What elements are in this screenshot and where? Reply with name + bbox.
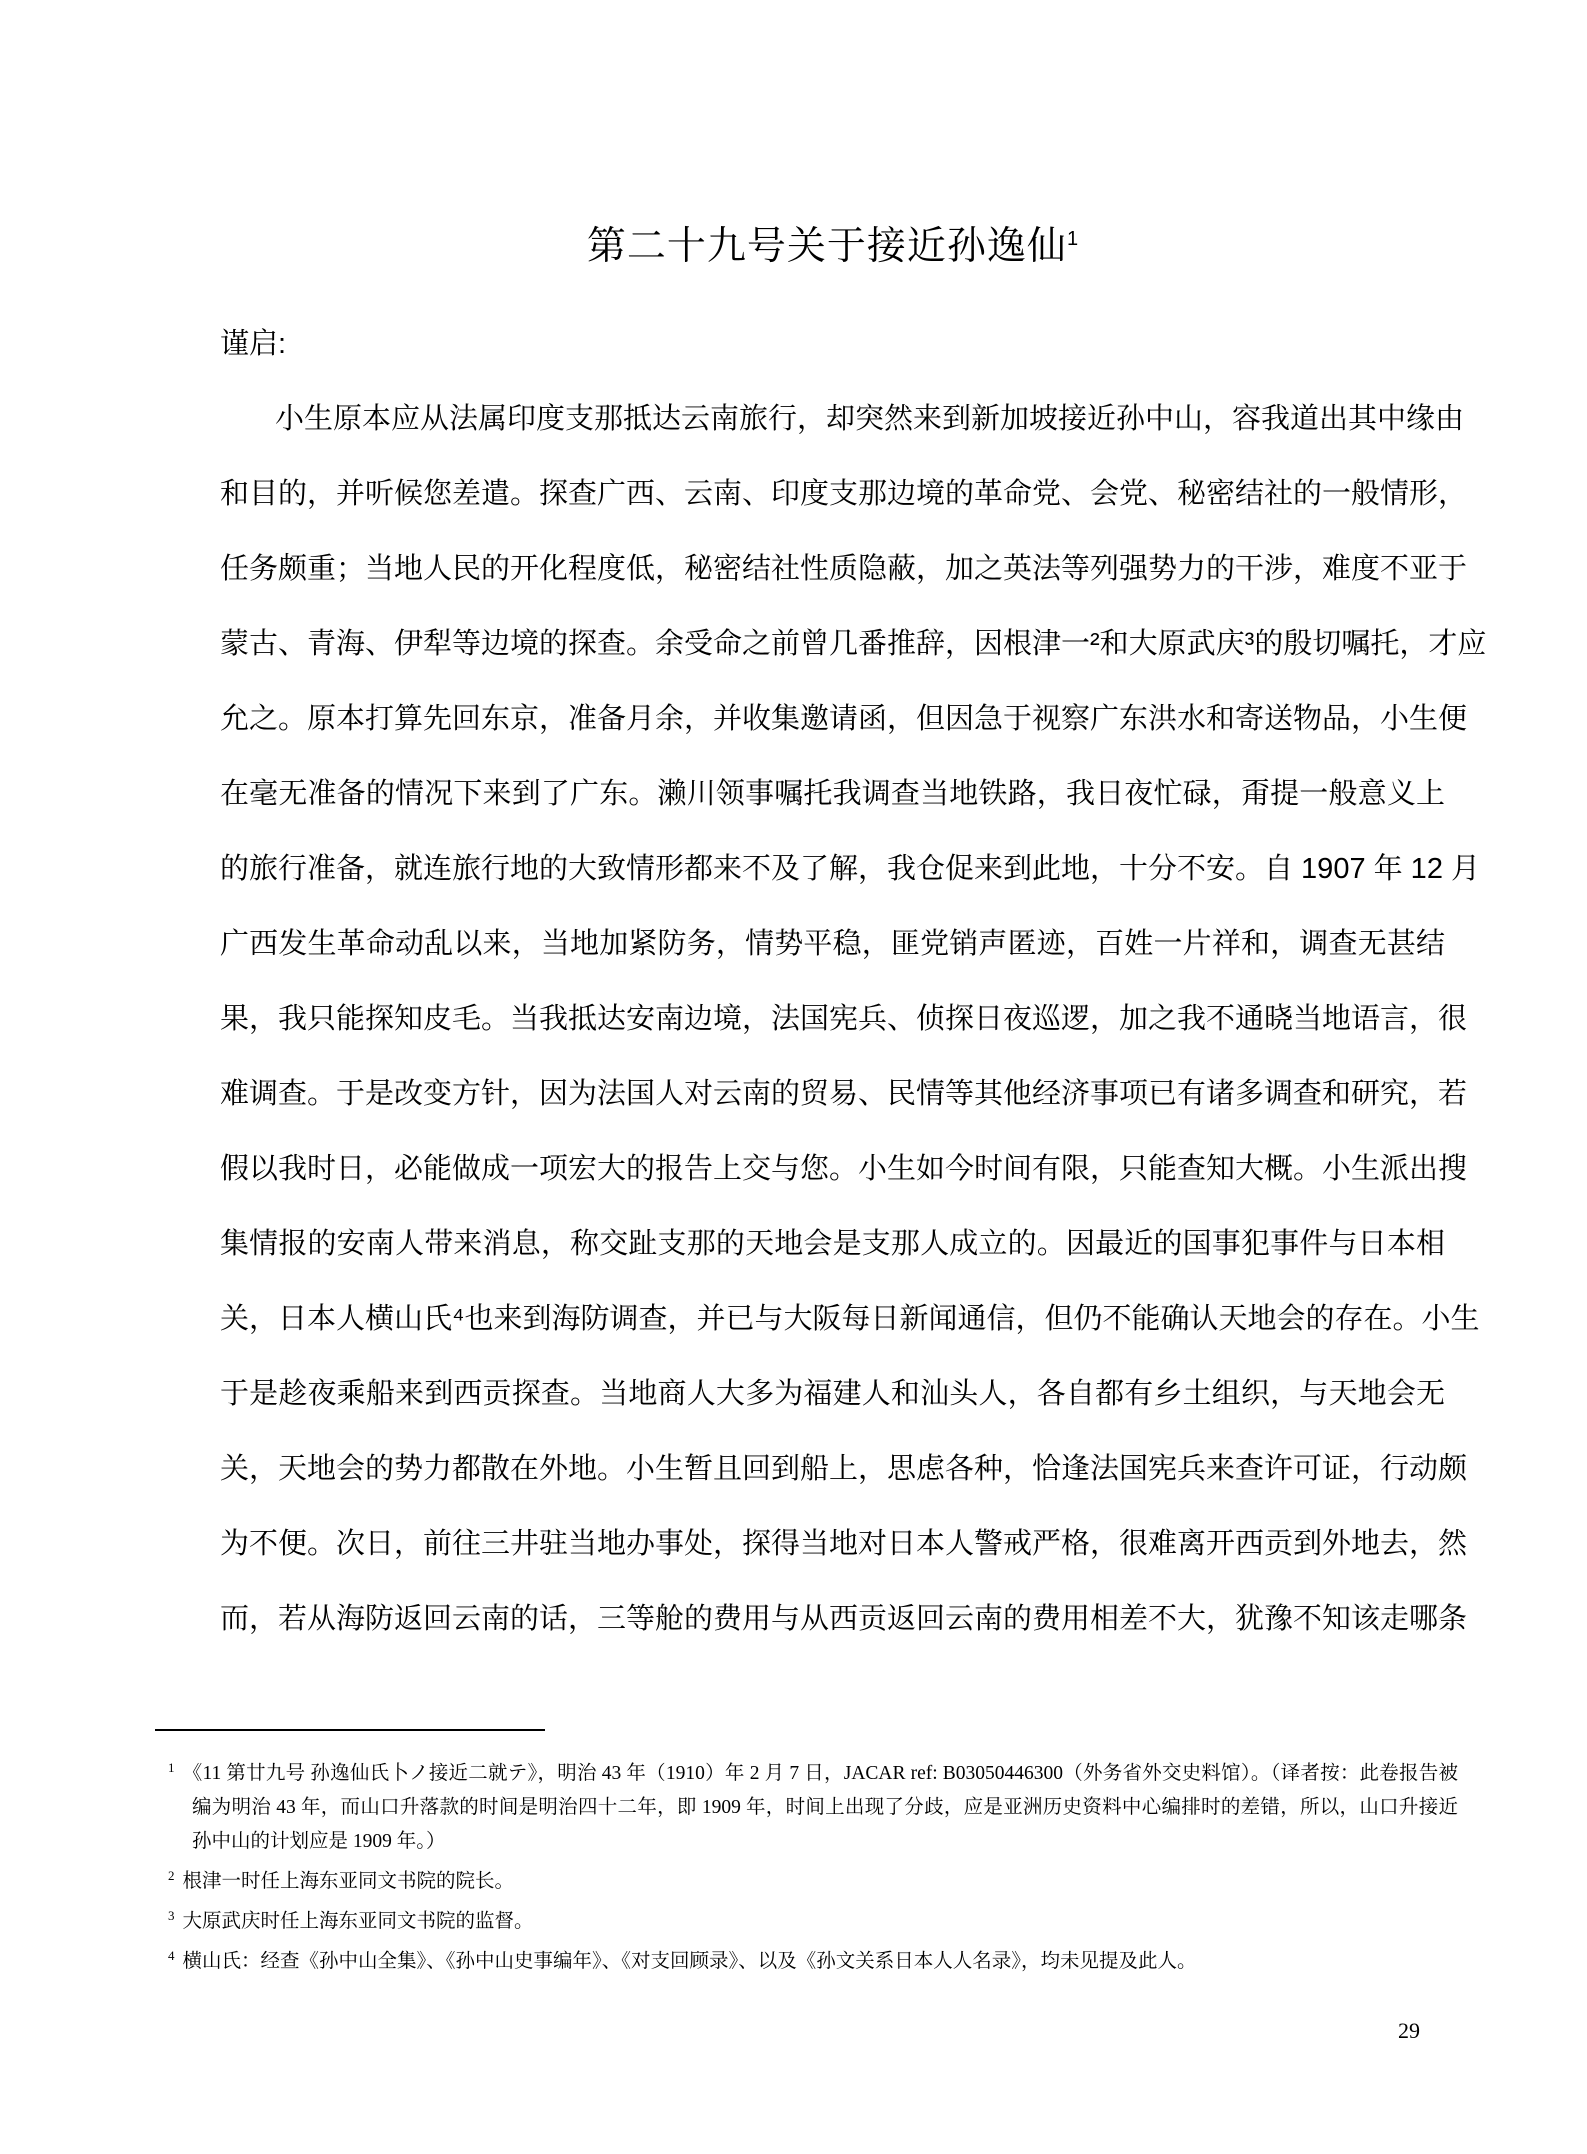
body-line: 在毫无准备的情况下来到了广东。濑川领事嘱托我调查当地铁路，我日夜忙碌，甭提一般意义上 <box>220 778 1445 810</box>
body-line: 和目的，并听候您差遣。探查广西、云南、印度支那边境的革命党、会党、秘密结社的一般情形， <box>220 478 1468 510</box>
footnote-text: 横山氏：经查《孙中山全集》、《孙中山史事编年》、《对支回顾录》、以及《孙文关系日本人人名录》，均未见提及此人。 <box>182 1951 1197 1972</box>
body-line: 于是趁夜乘船来到西贡探查。当地商人大多为福建人和汕头人，各自都有乡土组织，与天地会无 <box>220 1378 1445 1410</box>
page-number: 29 <box>1398 2018 1420 2043</box>
body-line: 蒙古、青海、伊犁等边境的探查。余受命之前曾几番推辞，因根津一²和大原武庆³的殷切嘱托，才应 <box>220 628 1487 660</box>
footnote <box>158 1899 1458 1939</box>
page-title-text: 第二十九号关于接近孙逸仙 <box>586 225 1067 268</box>
body-line: 的旅行准备，就连旅行地的大致情形都来不及了解，我仓促来到此地，十分不安。自 1907 年 12 月 <box>220 853 1481 885</box>
body-line: 集情报的安南人带来消息，称交趾支那的天地会是支那人成立的。因最近的国事犯事件与日本相 <box>220 1228 1445 1260</box>
body-line: 为不便。次日，前往三井驻当地办事处，探得当地对日本人警戒严格，很难离开西贡到外地去，然 <box>220 1528 1468 1560</box>
footnote-text: 根津一时任上海东亚同文书院的院长。 <box>182 1871 515 1892</box>
footnote-marker: 3 <box>168 1908 175 1923</box>
letter-body <box>220 307 1487 1657</box>
page-title <box>220 213 1445 273</box>
body-line: 果，我只能探知皮毛。当我抵达安南边境，法国宪兵、侦探日夜巡逻，加之我不通晓当地语言，很 <box>220 1003 1468 1035</box>
footnote-text: 大原武庆时任上海东亚同文书院的监督。 <box>182 1911 534 1932</box>
footnote <box>158 1751 1458 1859</box>
footnote <box>158 1939 1458 1979</box>
title-footnote-ref: 1 <box>1066 228 1079 250</box>
footnote-separator <box>155 1729 545 1731</box>
body-line: 关，天地会的势力都散在外地。小生暂且回到船上，思虑各种，恰逢法国宪兵来查许可证，行动颇 <box>220 1453 1468 1485</box>
salutation: 谨启: <box>220 328 287 360</box>
body-line: 假以我时日，必能做成一项宏大的报告上交与您。小生如今时间有限，只能查知大概。小生派出搜 <box>220 1153 1468 1185</box>
footnote-marker: 4 <box>168 1948 175 1963</box>
footnote <box>158 1859 1458 1899</box>
body-line: 关，日本人横山氏⁴也来到海防调查，并已与大阪每日新闻通信，但仍不能确认天地会的存在。小生 <box>220 1303 1480 1335</box>
body-line: 任务颇重；当地人民的开化程度低，秘密结社性质隐蔽，加之英法等列强势力的干涉，难度不亚于 <box>220 553 1468 585</box>
body-line: 小生原本应从法属印度支那抵达云南旅行，却突然来到新加坡接近孙中山，容我道出其中缘由 <box>275 403 1465 435</box>
footnote-marker: 1 <box>168 1760 175 1775</box>
footnote-marker: 2 <box>168 1868 175 1883</box>
body-line: 难调查。于是改变方针，因为法国人对云南的贸易、民情等其他经济事项已有诸多调查和研究，若 <box>220 1078 1468 1110</box>
footnote-text: 《11 第廿九号 孙逸仙氏卜ノ接近二就テ》，明治 43 年（1910）年 2 月 7 日，JACAR ref: B03050446300（外务省外交史料馆）。（译者按：此卷报告被编为明治 43 年，而山口升落款的时间是明治四十二年，即 1909 年，时间上出现了分歧，应是亚洲历史资料中心编排时的差错，所以，山口升接近孙中山的计划应是 1909 年。） <box>182 1763 1458 1852</box>
footnotes-section <box>158 1751 1458 1979</box>
body-line: 而，若从海防返回云南的话，三等舱的费用与从西贡返回云南的费用相差不大，犹豫不知该走哪条 <box>220 1603 1468 1635</box>
body-line: 允之。原本打算先回东京，准备月余，并收集邀请函，但因急于视察广东洪水和寄送物品，小生便 <box>220 703 1468 735</box>
body-line: 广西发生革命动乱以来，当地加紧防务，情势平稳，匪党销声匿迹，百姓一片祥和，调查无甚结 <box>220 928 1445 960</box>
